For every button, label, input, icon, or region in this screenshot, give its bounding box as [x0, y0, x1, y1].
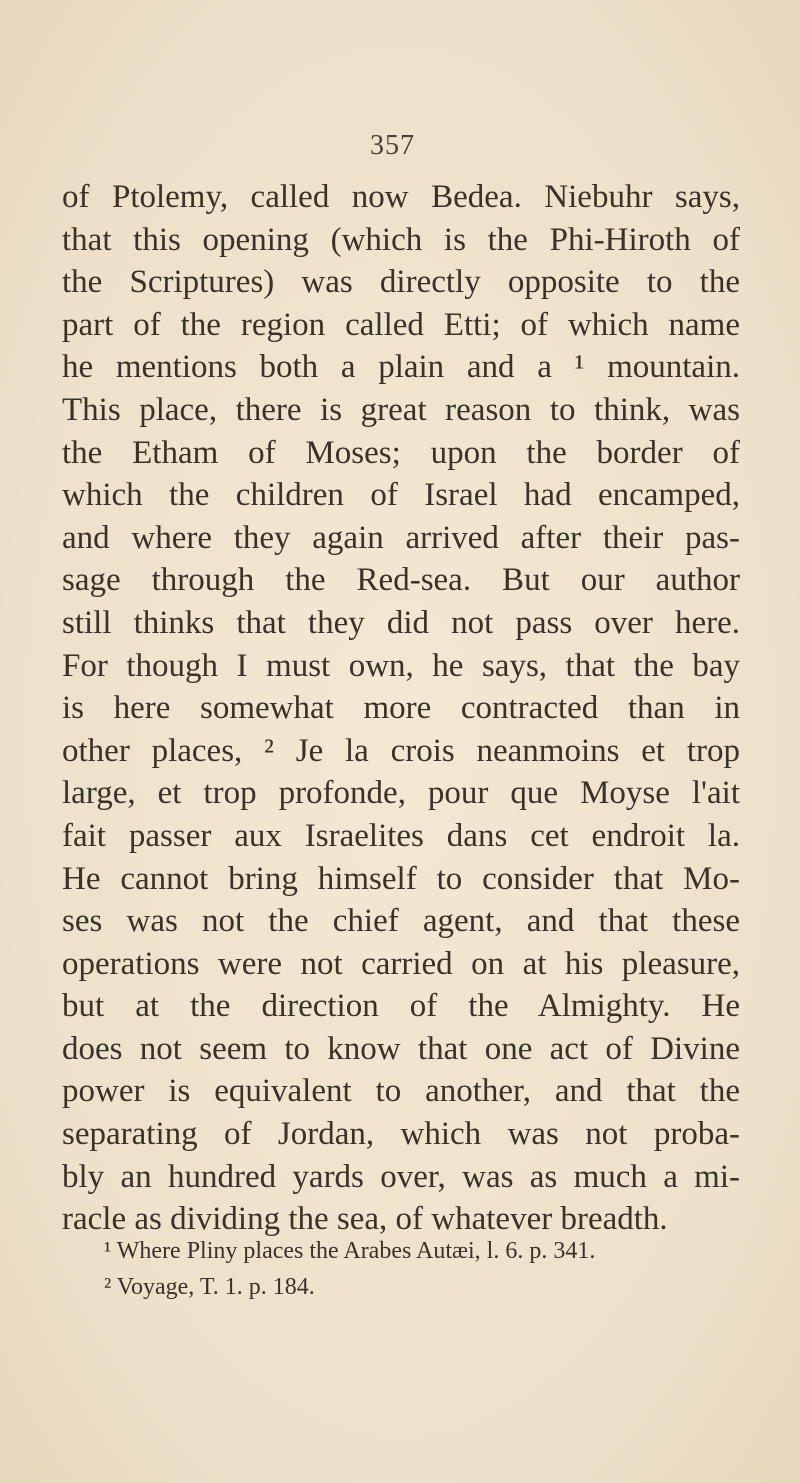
text-line: part of the region called Etti; of which name	[62, 306, 740, 343]
footnote: ² Voyage, T. 1. p. 184.	[104, 1274, 315, 1300]
text-line: that this opening (which is the Phi-Hiroth of	[62, 221, 740, 258]
page-number: 357	[370, 130, 415, 161]
text-line: power is equivalent to another, and that the	[62, 1073, 740, 1110]
footnote: ¹ Where Pliny places the Arabes Autæi, l. 6. p. 341.	[104, 1238, 596, 1264]
text-line: the Scriptures) was directly opposite to the	[62, 264, 740, 301]
text-line: fait passer aux Israelites dans cet endroit la.	[62, 817, 740, 854]
text-line: is here somewhat more contracted than in	[62, 690, 740, 727]
text-line: he mentions both a plain and a ¹ mountain.	[62, 349, 740, 386]
text-line: and where they again arrived after their pas-	[62, 519, 740, 556]
text-line: He cannot bring himself to consider that Mo-	[62, 860, 740, 897]
text-line: separating of Jordan, which was not proba-	[62, 1116, 740, 1153]
footnotes	[104, 1233, 664, 1305]
text-line: still thinks that they did not pass over here.	[62, 604, 740, 641]
text-line: large, et trop profonde, pour que Moyse l'ait	[62, 775, 740, 812]
text-line: but at the direction of the Almighty. He	[62, 988, 740, 1025]
text-line: bly an hundred yards over, was as much a mi-	[62, 1158, 740, 1195]
text-line: which the children of Israel had encamped,	[62, 477, 740, 514]
text-line: ses was not the chief agent, and that these	[62, 903, 740, 940]
text-line: other places, ² Je la crois neanmoins et trop	[62, 732, 740, 769]
text-line: This place, there is great reason to think, was	[62, 391, 740, 428]
text-line: does not seem to know that one act of Divine	[62, 1030, 740, 1067]
body-text	[62, 176, 740, 1241]
text-line: For though I must own, he says, that the bay	[62, 647, 740, 684]
text-line: operations were not carried on at his pleasure,	[62, 945, 740, 982]
text-line: racle as dividing the sea, of whatever breadth.	[62, 1201, 668, 1238]
text-line: the Etham of Moses; upon the border of	[62, 434, 740, 471]
text-line: of Ptolemy, called now Bedea. Niebuhr says,	[62, 179, 740, 215]
text-line: sage through the Red-sea. But our author	[62, 562, 740, 599]
